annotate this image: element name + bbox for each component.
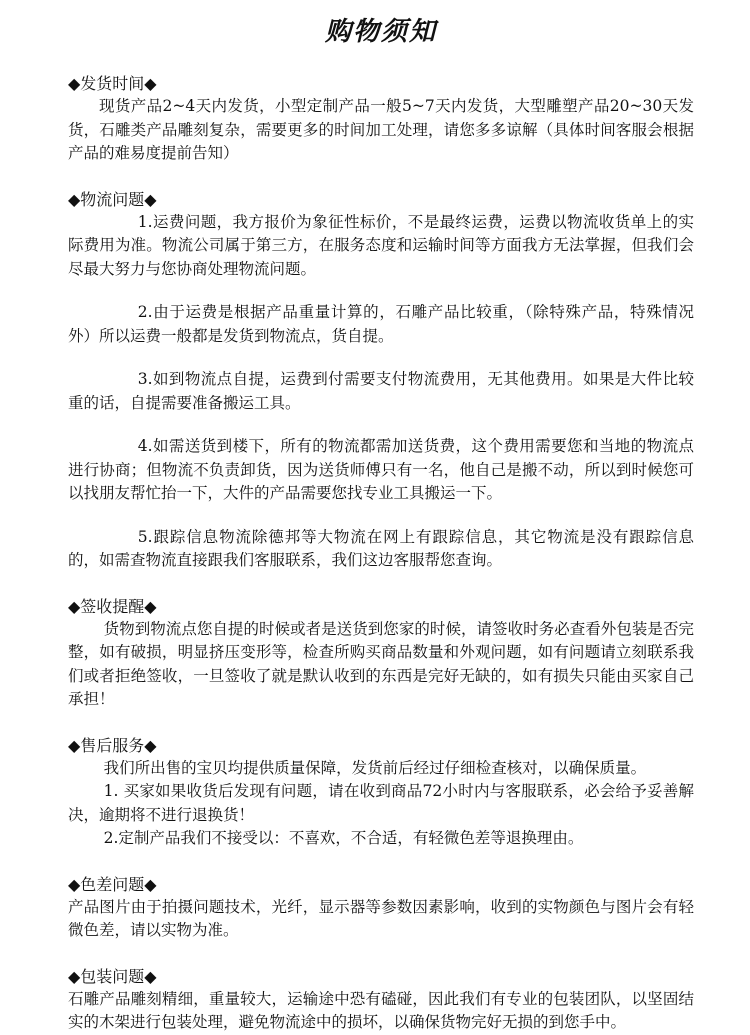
section-heading: ◆发货时间◆ [68,74,157,93]
page-title: 购物须知 [324,17,437,47]
paragraph: 5.跟踪信息物流除德邦等大物流在网上有跟踪信息，其它物流是没有跟踪信息的，如需查物流直接跟我们客服联系，我们这边客服帮您查询。 [68,527,694,569]
paragraph: 1. 买家如果收货后发现有问题，请在收到商品72小时内与客服联系，必会给予妥善解决，逾期将不进行退换货！ [68,782,694,824]
paragraph: 产品图片由于拍摄问题技术，光纤，显示器等参数因素影响，收到的实物颜色与图片会有轻微色差，请以实物为准。 [68,897,694,939]
paragraph: 现货产品2~4天内发货，小型定制产品一般5~7天内发货，大型雕塑产品20~30天发货，石雕类产品雕刻复杂，需要更多的时间加工处理，请您多多谅解（具体时间客服会根据产品的难易度提前告知） [68,97,694,162]
paragraph: 货物到物流点您自提的时候或者是送货到您家的时候，请签收时务必查看外包装是否完整，如有破损，明显挤压变形等，检查所购买商品数量和外观问题，如有问题请立刻联系我们或者拒绝签收，一旦签收了就是默认收到的东西是完好无缺的，如有损失只能由买家自己承担！ [68,619,694,708]
section-receipt-reminder [68,595,694,712]
paragraph: 3.如到物流点自提，运费到付需要支付物流费用，无其他费用。如果是大件比较重的话，自提需要准备搬运工具。 [68,370,694,412]
section-heading: ◆包装问题◆ [68,966,157,986]
section-heading: ◆色差问题◆ [68,874,157,894]
paragraph: 我们所出售的宝贝均提供质量保障，发货前后经过仔细检查核对，以确保质量。 [103,758,647,777]
paragraph: 1.运费问题，我方报价为象征性标价，不是最终运费，运费以物流收货单上的实际费用为准。物流公司属于第三方，在服务态度和运输时间等方面我方无法掌握，但我们会尽最大努力与您协商处理物流问题。 [68,212,694,278]
paragraph: 2.定制产品我们不接受以：不喜欢，不合适，有轻微色差等退换理由。 [103,829,584,847]
paragraph: 石雕产品雕刻精细，重量较大，运输途中恐有磕碰，因此我们有专业的包装团队，以坚固结实的木架进行包装处理，避免物流途中的损坏，以确保货物完好无损的到您手中。 [68,989,694,1031]
section-after-sales [68,734,694,851]
section-shipping-time [68,72,694,166]
section-heading: ◆售后服务◆ [68,735,157,755]
paragraph: 2.由于运费是根据产品重量计算的，石雕产品比较重，（除特殊产品，特殊情况外）所以运费一般都是发货到物流点，货自提。 [68,303,694,345]
section-heading: ◆物流问题◆ [68,189,157,209]
section-color-difference [68,873,694,943]
section-packaging [68,965,694,1035]
paragraph: 4.如需送货到楼下，所有的物流都需加送货费，这个费用需要您和当地的物流点进行协商；但物流不负责卸货，因为送货师傅只有一名，他自己是搬不动，所以到时候您可以找朋友帮忙抬一下，大件的产品需要您找专业工具搬运一下。 [68,437,694,502]
section-logistics [68,188,694,573]
section-heading: ◆签收提醒◆ [68,596,157,616]
